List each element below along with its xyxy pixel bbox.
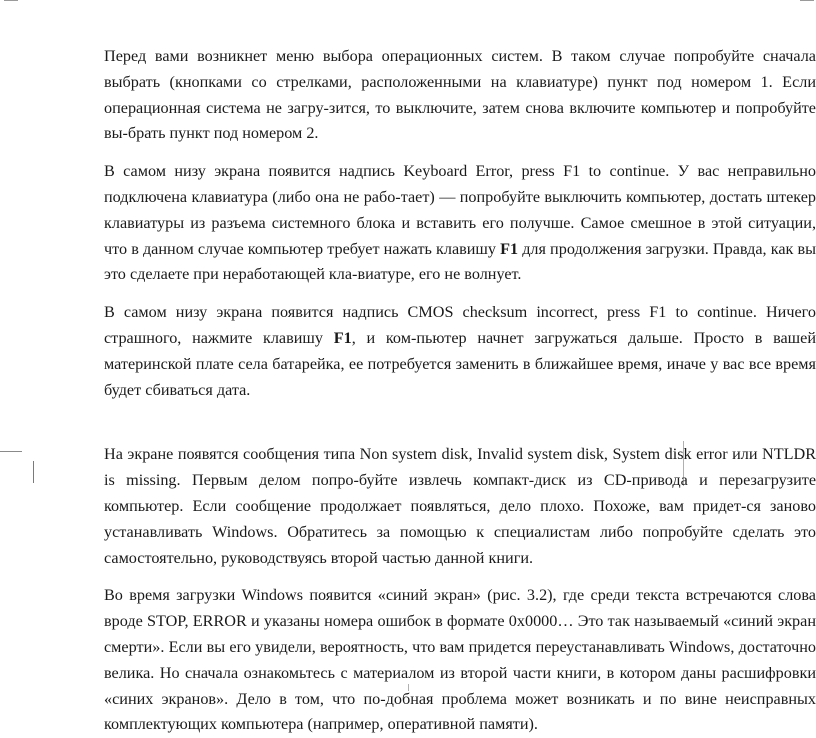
- margin-mark-bar: [33, 461, 34, 483]
- paragraph-text-before: В самом низу экрана появится надпись Keyboard Error, press F1 to continue. У вас неправильно подключена клавиатура (либо она не рабо-тает) — попробуйте выключить компьютер, достать штекер клавиатуры из разъема системного блока и вставить его получше. Самое смешное в этой ситуации, что в данном случае компьютер требует нажать клавишу: [104, 162, 816, 258]
- paragraph-blue-screen: Во время загрузки Windows появится «синий экран» (рис. 3.2), где среди текста встречаются слова вроде STOP, ERROR и указаны номера ошибок в формате 0x0000… Это так называемый «синий экран смерти». Если вы его увидели, вероятность, что вам придется переустанавливать Windows, достаточно велика. Но сначала ознакомьтесь с материалом из второй части книги, в котором даны расшифровки «синих экранов». Дело в том, что по-добная проблема может возникать и по вине неисправных комплектующих компьютера (например, оперативной памяти).: [104, 586, 816, 734]
- key-label-f1: F1: [333, 328, 352, 347]
- paragraph-os-boot-menu: Перед вами возникнет меню выбора операционных систем. В таком случае попробуйте сначала выбрать (кнопками со стрелками, расположенными на клавиатуре) пункт под номером 1. Если операционная система не загру-зится, то выключите, затем снова включите компьютер и попробуйте вы-брать пункт под номером 2.: [104, 47, 816, 143]
- paragraph-text-after: , и ком-пьютер начнет загружаться дальше. Просто в вашей материнской плате села батарейка, ее потребуется заменить в ближайшее время, иначе у вас все время будет сбиваться дата.: [104, 328, 816, 399]
- document-page: [104, 44, 816, 738]
- paragraph-cmos-checksum: [104, 300, 816, 403]
- paragraph-text-after: для продолжения загрузки. Правда, как вы это сделаете при неработающей кла-виатуре, его не волнует.: [104, 239, 816, 284]
- crop-mark-top-right: [800, 0, 814, 1]
- paragraph-keyboard-error: [104, 159, 816, 288]
- crop-mark-top-left: [4, 0, 18, 1]
- paragraph-text-before: В самом низу экрана появится надпись CMOS checksum incorrect, press F1 to continue. Ничего страшного, нажмите клавишу: [104, 303, 816, 347]
- margin-mark-dash: [0, 451, 22, 452]
- paragraph-non-system-disk: На экране появятся сообщения типа Non system disk, Invalid system disk, System disk error или NTLDR is missing. Первым делом попро-буйте извлечь компакт-диск из CD-привода и перезагрузите компьютер. Если сообщение продолжает появляться, дело плохо. Похоже, вам придет-ся заново устанавливать Windows. Обратитесь за помощью к специалистам либо попробуйте сделать это самостоятельно, руководствуясь второй частью данной книги.: [104, 445, 816, 567]
- key-label-f1: F1: [500, 239, 519, 258]
